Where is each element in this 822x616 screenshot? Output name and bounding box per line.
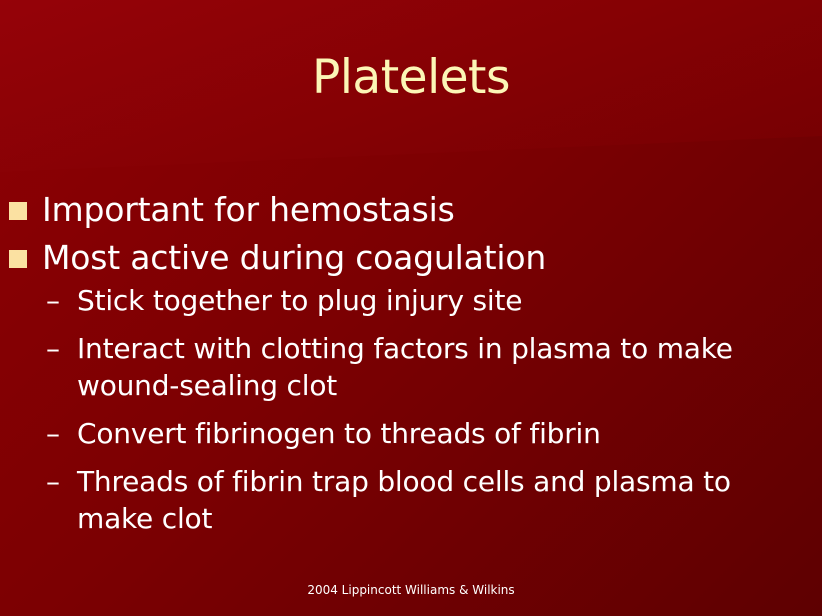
dash-bullet-icon: – — [46, 417, 60, 450]
bullet-text: Important for hemostasis — [42, 190, 455, 229]
square-bullet-icon — [9, 202, 27, 220]
dash-bullet-icon: – — [46, 332, 60, 365]
sub-bullet-text: Interact with clotting factors in plasma to make wound-sealing clot — [77, 332, 733, 402]
bullet-item — [0, 234, 822, 282]
sub-bullet-item — [0, 282, 822, 319]
dash-bullet-icon: – — [46, 465, 60, 498]
bullet-item — [0, 186, 822, 234]
sub-bullet-text: Stick together to plug injury site — [77, 284, 523, 317]
sub-bullet-item — [0, 330, 822, 404]
slide-content — [0, 186, 822, 537]
square-bullet-icon — [9, 250, 27, 268]
sub-bullet-text: Convert fibrinogen to threads of fibrin — [77, 417, 601, 450]
sub-bullet-item — [0, 463, 822, 537]
slide-footer: 2004 Lippincott Williams & Wilkins — [307, 583, 515, 597]
slide-title: Platelets — [312, 50, 510, 105]
sub-bullet-text: Threads of fibrin trap blood cells and plasma to make clot — [77, 465, 731, 535]
bullet-text: Most active during coagulation — [42, 238, 547, 277]
dash-bullet-icon: – — [46, 284, 60, 317]
sub-bullet-item — [0, 415, 822, 452]
